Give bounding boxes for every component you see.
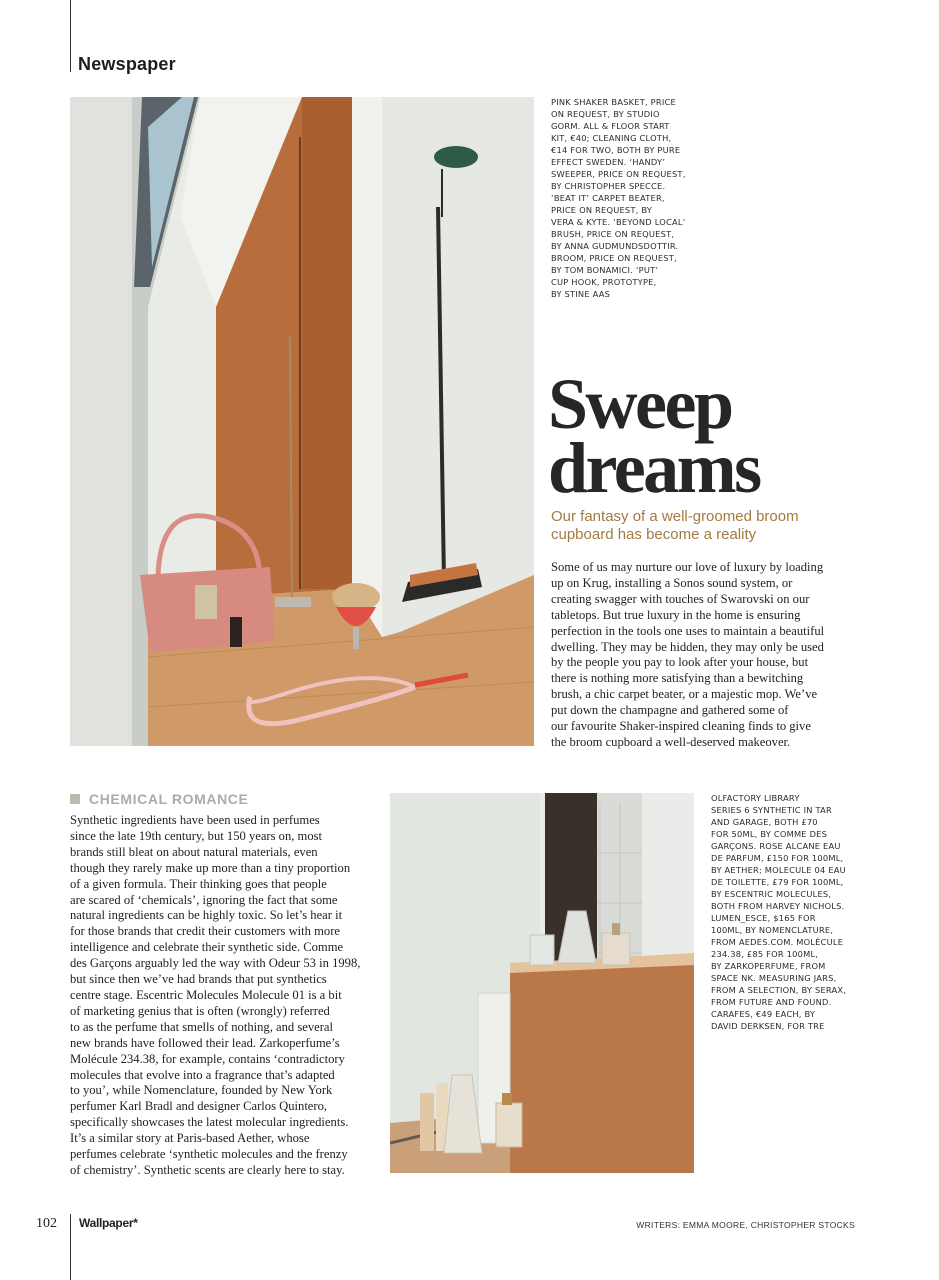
writer-credits: WRITERS: EMMA MOORE, CHRISTOPHER STOCKS xyxy=(636,1220,855,1230)
top-photo-caption: PINK SHAKER BASKET, PRICE ON REQUEST, BY STUDIO GORM. ALL & FLOOR START KIT, €40; CLEANING CLOTH, €14 FOR TWO, BOTH BY PURE EFFECT SWEDEN. ‘HANDY’ SWEEPER, PRICE ON REQUEST, BY CHRISTOPHER SPECCE. ‘BEAT IT’ CARPET BEATER, PRICE ON REQUEST, BY VERA & KYTE. ‘BEYOND LOCAL’ BRUSH, PRICE ON REQUEST, BY ANNA GUDMUNDSDOTTIR. BROOM, PRICE ON REQUEST, BY TOM BONAMICI. ‘PUT’ CUP HOOK, PROTOTYPE, BY STINE AAS xyxy=(551,97,686,299)
magazine-brand: Wallpaper* xyxy=(79,1216,138,1230)
article-body: Some of us may nurture our love of luxury by loading up on Krug, installing a Sonos sound system, or creating swagger with touches of Swarovski on our tabletops. But true luxury in the home is ensuring perfection in the tools one uses to maintain a beautiful dwelling. They may be hidden, they may only be used by the people you pay to look after your house, but there is nothing more satisfying than a bewitching brush, a chic carpet beater, or a majestic mop. We’ve put down the champagne and gathered some of our favourite Shaker-inspired cleaning finds to give the broom cupboard a well-deserved makeover. xyxy=(551,560,825,749)
cleaning-tools-photo xyxy=(70,97,534,746)
heading-square-icon xyxy=(70,794,80,804)
bottom-margin-rule xyxy=(70,1214,71,1280)
headline: Sweep dreams xyxy=(548,364,760,508)
perfume-bottles-photo xyxy=(390,793,694,1173)
bottom-photo-caption: OLFACTORY LIBRARY SERIES 6 SYNTHETIC IN TAR AND GARAGE, BOTH £70 FOR 50ML, BY COMME DES GARÇONS. ROSE ALCANE EAU DE PARFUM, £150 FOR 100ML, BY AETHER; MOLECULE 04 EAU DE TOILETTE, £79 FOR 100ML, BY ESCENTRIC MOLECULES, BOTH FROM HARVEY NICHOLS. LUMEN_ESCE, $165 FOR 100ML, BY NOMENCLATURE, FROM AEDES.COM. MOLÉCULE 234.38, £85 FOR 100ML, BY ZARKOPERFUME, FROM SPACE NK. MEASURING JARS, FROM A SELECTION, BY SERAX, FROM FUTURE AND FOUND. CARAFES, €49 EACH, BY DAVID DERKSEN, FOR TRE xyxy=(711,793,847,1031)
section-label: Newspaper xyxy=(78,54,176,74)
page-number: 102 xyxy=(36,1216,57,1231)
top-margin-rule xyxy=(70,0,71,72)
sidebar-body: Synthetic ingredients have been used in perfumes since the late 19th century, but 150 years on, most brands still bleat on about natural materials, even though they rarely make up more than a tiny proportion of a given formula. Their thinking goes that people are scared of ‘chemicals’, ignoring the fact that some natural ingredients can be highly toxic. So let’s hear it for those brands that credit their customers with more intelligence and celebrate their synthetic side. Comme des Garçons arguably led the way with Odeur 53 in 1998, but since then we’ve had brands that put synthetics centre stage. Escentric Molecules Molecule 01 is a bit of marketing genius that is often (wrongly) referred to as the perfume that smells of nothing, and several new brands have followed their lead. Zarkoperfume’s Molécule 234.38, for example, contains ‘contradictory molecules that evolve into a fragrance that’s adapted to you’, while Nomenclature, founded by New York perfumer Karl Bradl and designer Carlos Quintero, specifically showcases the latest molecular ingredients. It’s a similar story at Paris-based Aether, whose perfumes celebrate ‘synthetic molecules and the frenzy of chemistry’. Synthetic scents are clearly here to stay. xyxy=(70,813,361,1177)
sidebar-title: CHEMICAL ROMANCE xyxy=(89,791,249,807)
standfirst: Our fantasy of a well-groomed broom cupboard has become a reality xyxy=(551,508,799,543)
sidebar-heading xyxy=(70,791,248,807)
